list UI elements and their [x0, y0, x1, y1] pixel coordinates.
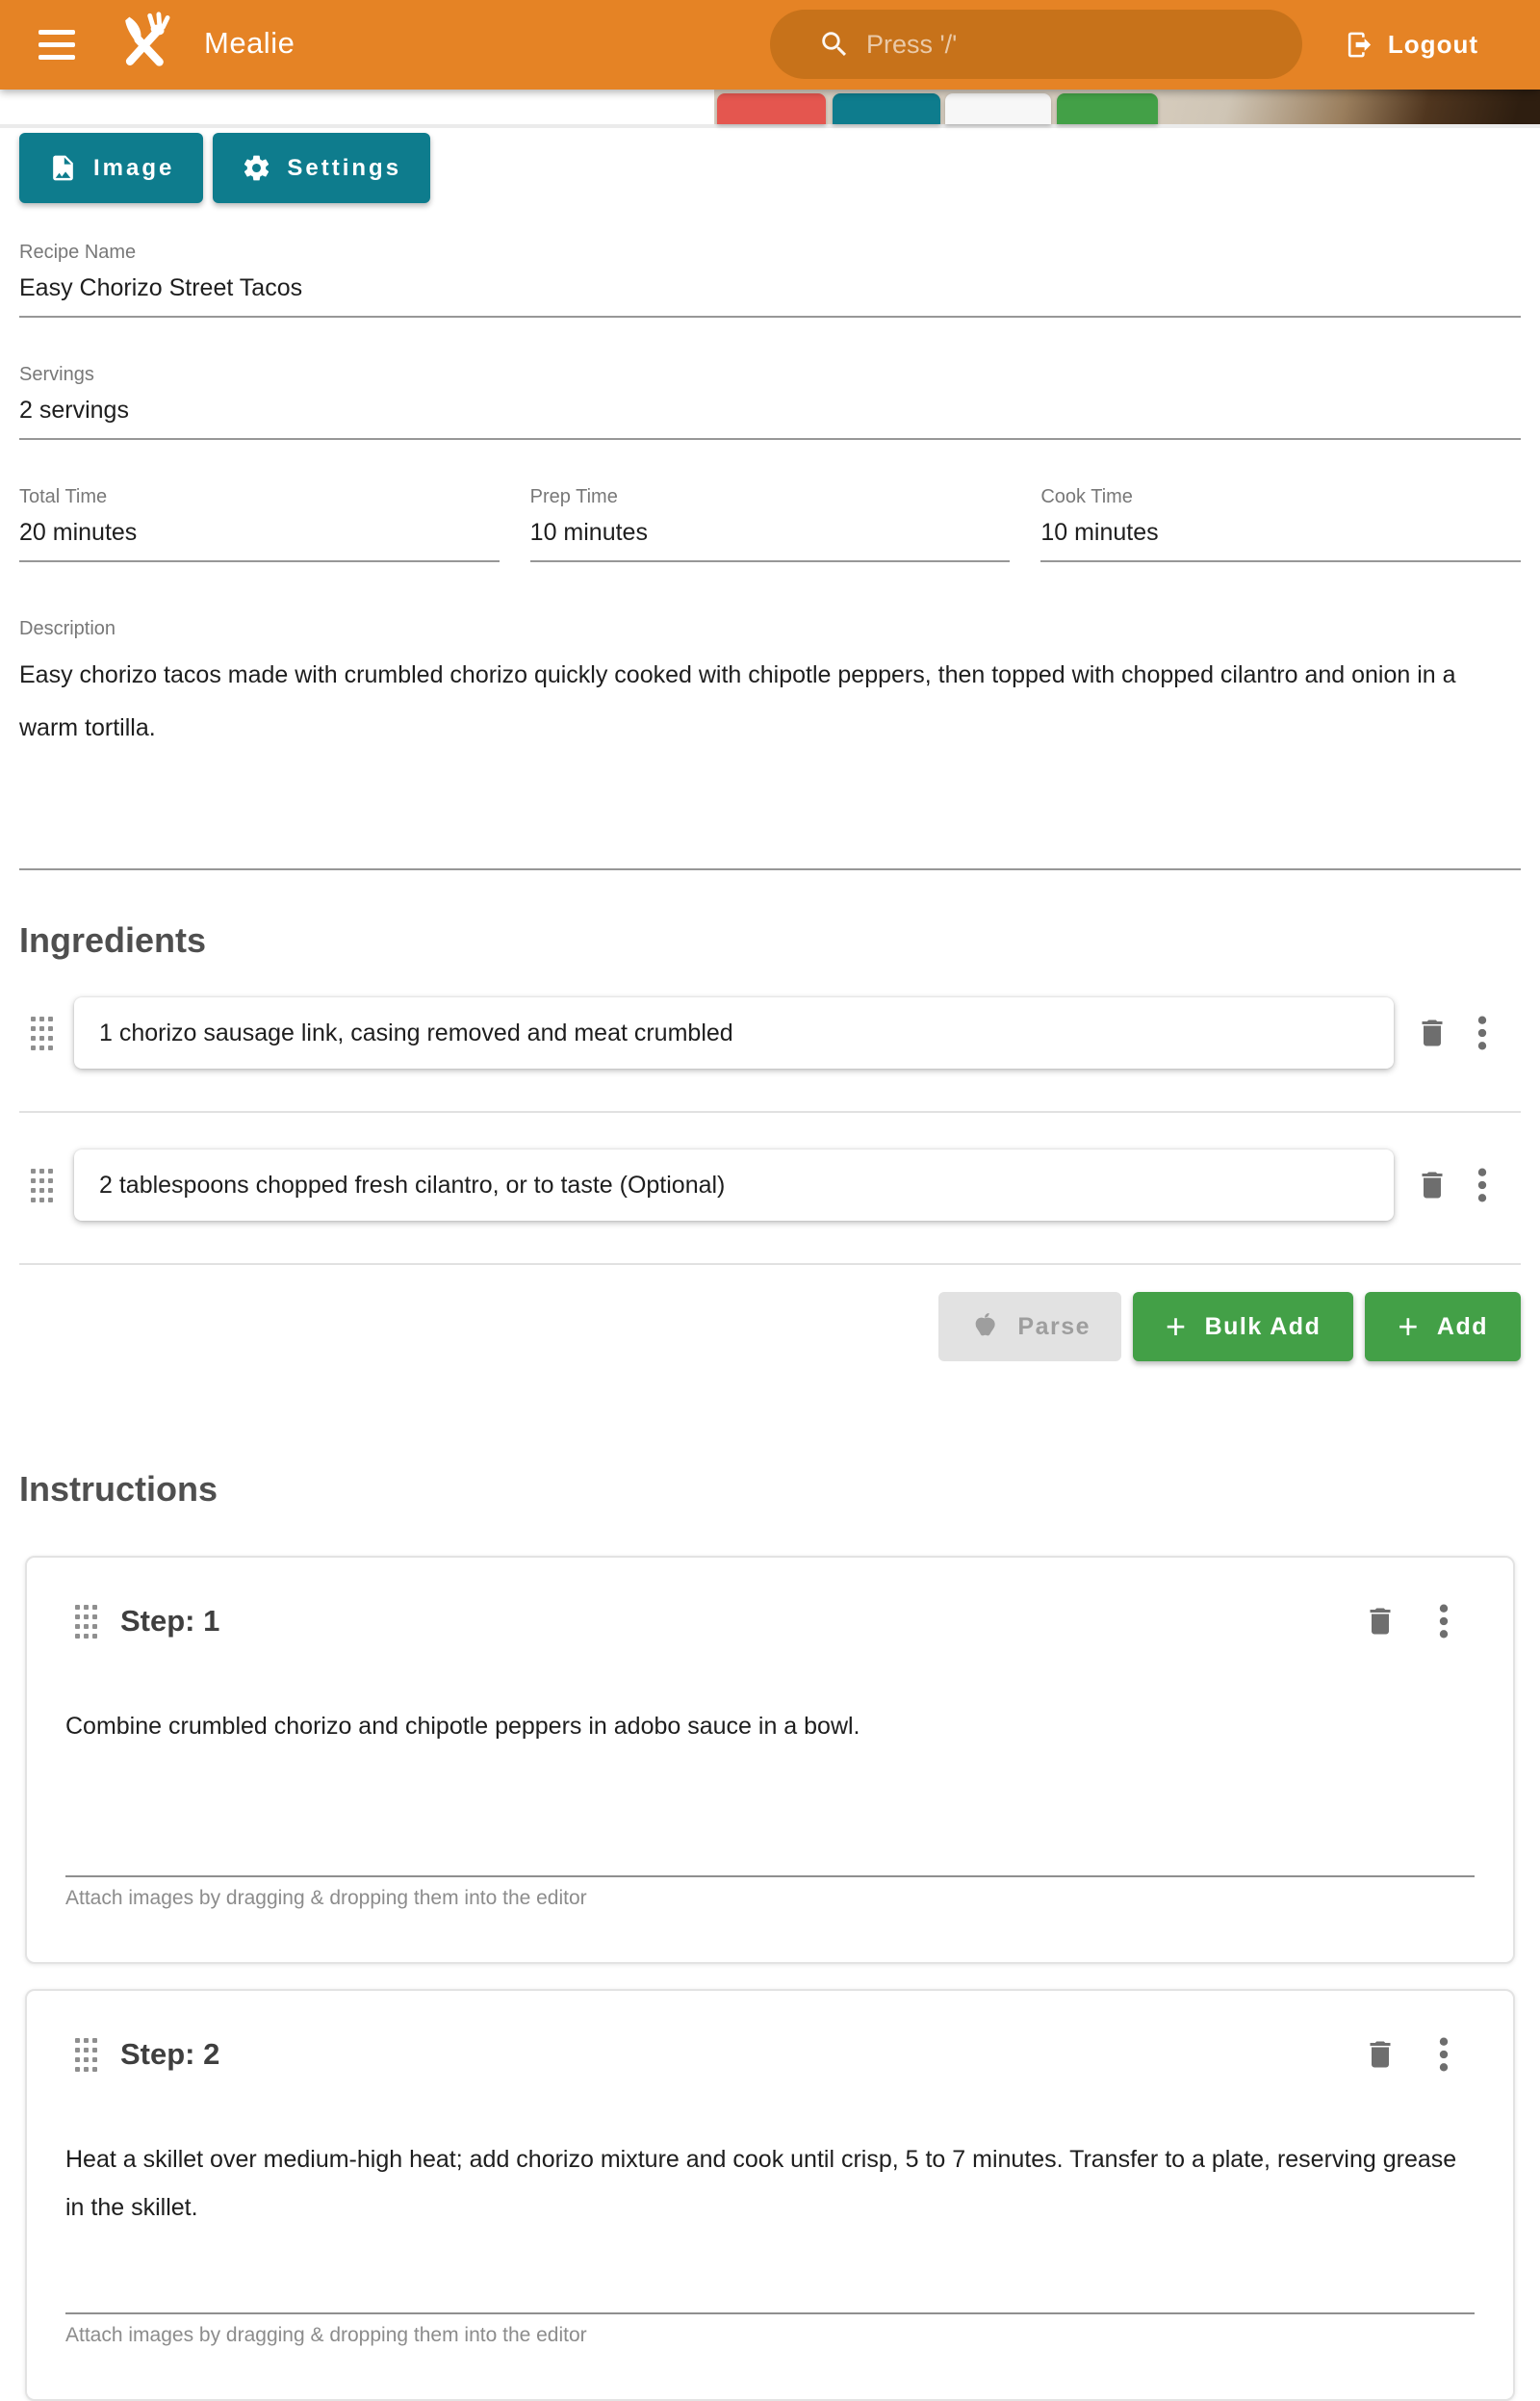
servings-input[interactable] [19, 393, 1521, 440]
search-icon [818, 28, 851, 61]
plus-icon: + [1398, 1306, 1420, 1346]
ingredient-menu-button[interactable] [1476, 1167, 1488, 1203]
bulk-add-button[interactable] [1133, 1292, 1353, 1361]
step-title: Step: 2 [120, 2037, 220, 2071]
step-menu-button[interactable] [1438, 2036, 1450, 2073]
prep-time-label: Prep Time [529, 486, 618, 507]
parse-button-label: Parse [1017, 1312, 1091, 1340]
edit-toolbar [19, 133, 1521, 203]
partial-white-button[interactable] [945, 93, 1051, 124]
ingredient-divider [19, 1111, 1521, 1113]
recipe-name-input[interactable] [19, 271, 1521, 318]
ingredient-divider [19, 1263, 1521, 1265]
ingredient-input[interactable] [99, 1172, 1369, 1200]
search-box[interactable] [770, 10, 1302, 79]
drag-handle-icon[interactable] [73, 2035, 99, 2074]
step-body [65, 2135, 1475, 2347]
partial-teal-button[interactable] [833, 93, 940, 124]
kebab-menu-icon [1476, 1167, 1488, 1203]
trash-icon [1415, 1168, 1450, 1202]
image-button-label: Image [93, 154, 175, 181]
servings-field-group [19, 362, 1521, 440]
apple-icon [969, 1311, 1000, 1342]
attach-images-hint: Attach images by dragging & dropping them into the editor [65, 2324, 587, 2346]
ingredient-menu-button[interactable] [1476, 1015, 1488, 1051]
delete-ingredient-button[interactable] [1415, 1016, 1450, 1050]
mealie-logo [112, 12, 177, 77]
step-header [65, 2035, 1475, 2074]
add-button[interactable] [1365, 1292, 1521, 1361]
trash-icon [1363, 2037, 1398, 2072]
editor-content [0, 133, 1540, 2401]
drag-handle-icon[interactable] [29, 1014, 55, 1052]
kebab-menu-icon [1476, 1015, 1488, 1051]
bulk-add-button-label: Bulk Add [1204, 1312, 1322, 1340]
gear-icon [242, 153, 271, 183]
ingredient-input[interactable] [99, 1020, 1369, 1047]
ingredient-row [19, 997, 1521, 1069]
search-input[interactable] [866, 30, 1232, 60]
description-field-group [19, 616, 1521, 870]
settings-button[interactable] [213, 133, 430, 203]
logout-icon [1345, 30, 1374, 60]
trash-icon [1415, 1016, 1450, 1050]
delete-step-button[interactable] [1363, 2037, 1398, 2072]
partial-green-button[interactable] [1057, 93, 1158, 124]
ingredient-input-card [74, 1149, 1394, 1221]
app-title: Mealie [204, 26, 295, 60]
kebab-menu-icon [1438, 1603, 1450, 1639]
cook-time-field-group [1040, 484, 1521, 562]
attach-images-hint: Attach images by dragging & dropping them into the editor [65, 1887, 587, 1909]
description-textarea[interactable] [19, 649, 1521, 870]
step-header [65, 1602, 1475, 1640]
delete-step-button[interactable] [1363, 1604, 1398, 1639]
background-recipe-strip [0, 90, 1540, 128]
logout-label: Logout [1387, 29, 1478, 59]
drag-handle-icon[interactable] [73, 1602, 99, 1640]
ingredient-row [19, 1149, 1521, 1221]
app-bar [0, 0, 1540, 90]
ingredient-actions [19, 1292, 1521, 1361]
ingredients-heading: Ingredients [19, 920, 207, 960]
step-body [65, 1702, 1475, 1910]
ingredient-input-card [74, 997, 1394, 1069]
step-menu-button[interactable] [1438, 1603, 1450, 1639]
step-title: Step: 1 [120, 1604, 220, 1638]
kebab-menu-icon [1438, 2036, 1450, 2073]
instructions-heading: Instructions [19, 1469, 218, 1509]
image-icon [48, 153, 78, 183]
description-label: Description [19, 618, 116, 639]
add-button-label: Add [1436, 1312, 1488, 1340]
instruction-step-card [25, 1989, 1515, 2401]
step-text-editor[interactable] [65, 2135, 1475, 2314]
total-time-input[interactable] [19, 515, 500, 562]
total-time-label: Total Time [19, 486, 108, 507]
servings-label: Servings [19, 364, 94, 385]
image-button[interactable] [19, 133, 203, 203]
recipe-name-field-group [19, 240, 1521, 318]
drag-handle-icon[interactable] [29, 1166, 55, 1204]
prep-time-input[interactable] [530, 515, 1011, 562]
cook-time-label: Cook Time [1040, 486, 1133, 507]
settings-button-label: Settings [287, 154, 402, 181]
recipe-name-label: Recipe Name [19, 242, 137, 263]
logout-button[interactable] [1345, 21, 1478, 67]
step-text-editor[interactable] [65, 1702, 1475, 1877]
prep-time-field-group [530, 484, 1011, 562]
total-time-field-group [19, 484, 500, 562]
menu-icon[interactable] [38, 25, 75, 64]
parse-button[interactable] [938, 1292, 1121, 1361]
trash-icon [1363, 1604, 1398, 1639]
instruction-step-card [25, 1556, 1515, 1964]
partial-red-button[interactable] [717, 93, 826, 124]
delete-ingredient-button[interactable] [1415, 1168, 1450, 1202]
times-row [19, 484, 1521, 562]
plus-icon: + [1166, 1306, 1188, 1346]
cook-time-input[interactable] [1040, 515, 1521, 562]
